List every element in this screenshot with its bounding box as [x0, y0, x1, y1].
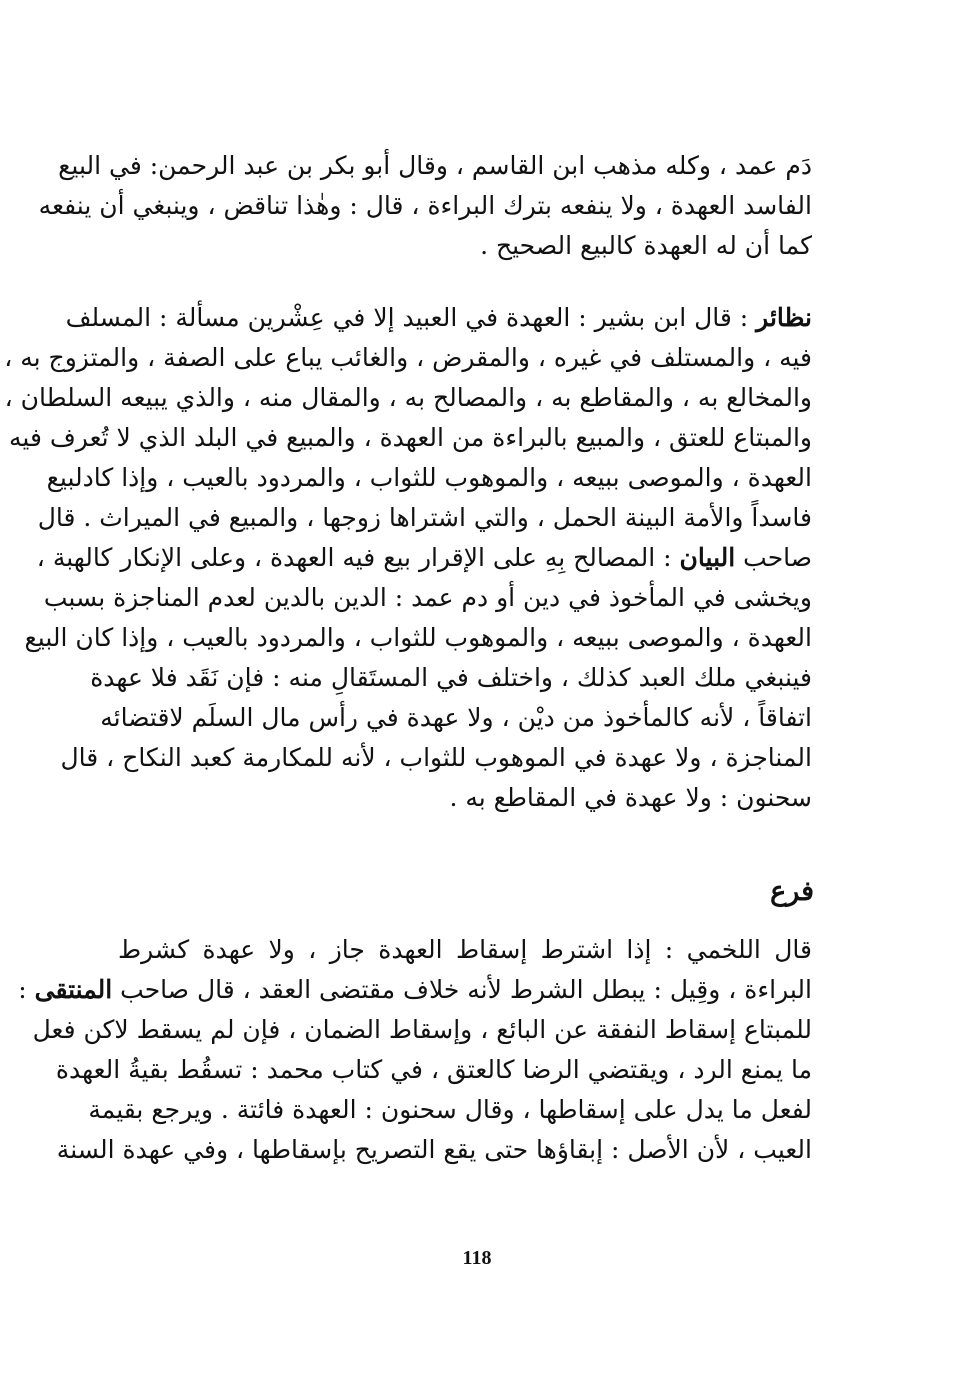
text-line: العهدة ، والموصى ببيعه ، والموهوب للثواب ، والمردود بالعيب ، وإذا كادلبيع — [46, 463, 812, 492]
text-line: اتفاقاً ، لأنه كالمأخوذ من ديْن ، ولا عهدة في رأس مال السلَم لاقتضائه — [100, 703, 812, 732]
paragraph-3 — [18, 930, 812, 1170]
text-line: سحنون : ولا عهدة في المقاطع به . — [449, 783, 812, 812]
text-line: الفاسد العهدة ، ولا ينفعه بترك البراءة ، قال : وهٰذا تناقض ، وينبغي أن ينفعه — [38, 191, 812, 220]
text-run: صاحب — [743, 543, 812, 572]
text-line: فينبغي ملك العبد كذلك ، واختلف في المستَقالِ منه : فإن نَقَد فلا عهدة — [90, 663, 812, 692]
paragraph-2 — [4, 298, 812, 818]
bayan-reference: البيان — [679, 543, 736, 572]
text-line: المناجزة ، ولا عهدة في الموهوب للثواب ، لأنه للمكارمة كعبد النكاح ، قال — [60, 743, 812, 772]
text-line: لفعل ما يدل على إسقاطها ، وقال سحنون : العهدة فائتة . ويرجع بقيمة — [88, 1095, 812, 1124]
section-heading: فرع — [770, 876, 814, 907]
text-line: للمبتاع إسقاط النفقة عن البائع ، وإسقاط الضمان ، فإن لم يسقط لاكن فعل — [32, 1015, 812, 1044]
text-line: قال اللخمي : إذا اشترط إسقاط العهدة جاز ، ولا عهدة كشرط — [118, 935, 812, 964]
text-line: فاسداً والأمة البينة الحمل ، والتي اشتراها زوجها ، والمبيع في الميراث . قال — [37, 503, 812, 532]
muntaqa-reference: المنتقى — [34, 975, 113, 1004]
text-line — [18, 970, 812, 1010]
text-run: البراءة ، وقِيل : يبطل الشرط لأنه خلاف مقتضى العقد ، قال صاحب — [120, 975, 812, 1004]
text-line: ويخشى في المأخوذ في دين أو دم عمد : الدين بالدين لعدم المناجزة بسبب — [43, 583, 812, 612]
text-line — [65, 298, 812, 338]
text-line: العيب ، لأن الأصل : إبقاؤها حتى يقع التصريح بإسقاطها ، وفي عهدة السنة — [56, 1135, 812, 1164]
text-line: والمبتاع للعتق ، والمبيع بالبراءة من العهدة ، والمبيع في البلد الذي لا تُعرف فيه — [9, 423, 812, 452]
text-run: : المصالح بِهِ على الإقرار بيع فيه العهدة ، وعلى الإنكار كالهبة ، — [36, 543, 672, 572]
text-line — [36, 538, 812, 578]
text-run: : قال ابن بشير : العهدة في العبيد إلا في عِشْرين مسألة : المسلف — [65, 303, 749, 332]
text-line: كما أن له العهدة كالبيع الصحيح . — [480, 231, 812, 260]
text-line: العهدة ، والموصى ببيعه ، والموهوب للثواب ، والمردود بالعيب ، وإذا كان البيع — [24, 623, 812, 652]
nazair-heading: نظائر — [756, 303, 812, 332]
paragraph-1 — [38, 146, 812, 266]
text-line: ما يمنع الرد ، ويقتضي الرضا كالعتق ، في كتاب محمد : تسقُط بقيةُ العهدة — [55, 1055, 812, 1084]
text-line: فيه ، والمستلف في غيره ، والمقرض ، والغائب يباع على الصفة ، والمتزوج به ، — [4, 343, 812, 372]
text-line: دَم عمد ، وكله مذهب ابن القاسم ، وقال أبو بكر بن عبد الرحمن: في البيع — [58, 151, 812, 180]
text-line: والمخالع به ، والمقاطع به ، والمصالح به ، والمقال منه ، والذي يبيعه السلطان ، — [4, 383, 812, 412]
page-number: 118 — [462, 1247, 492, 1269]
text-run: : — [18, 975, 27, 1004]
